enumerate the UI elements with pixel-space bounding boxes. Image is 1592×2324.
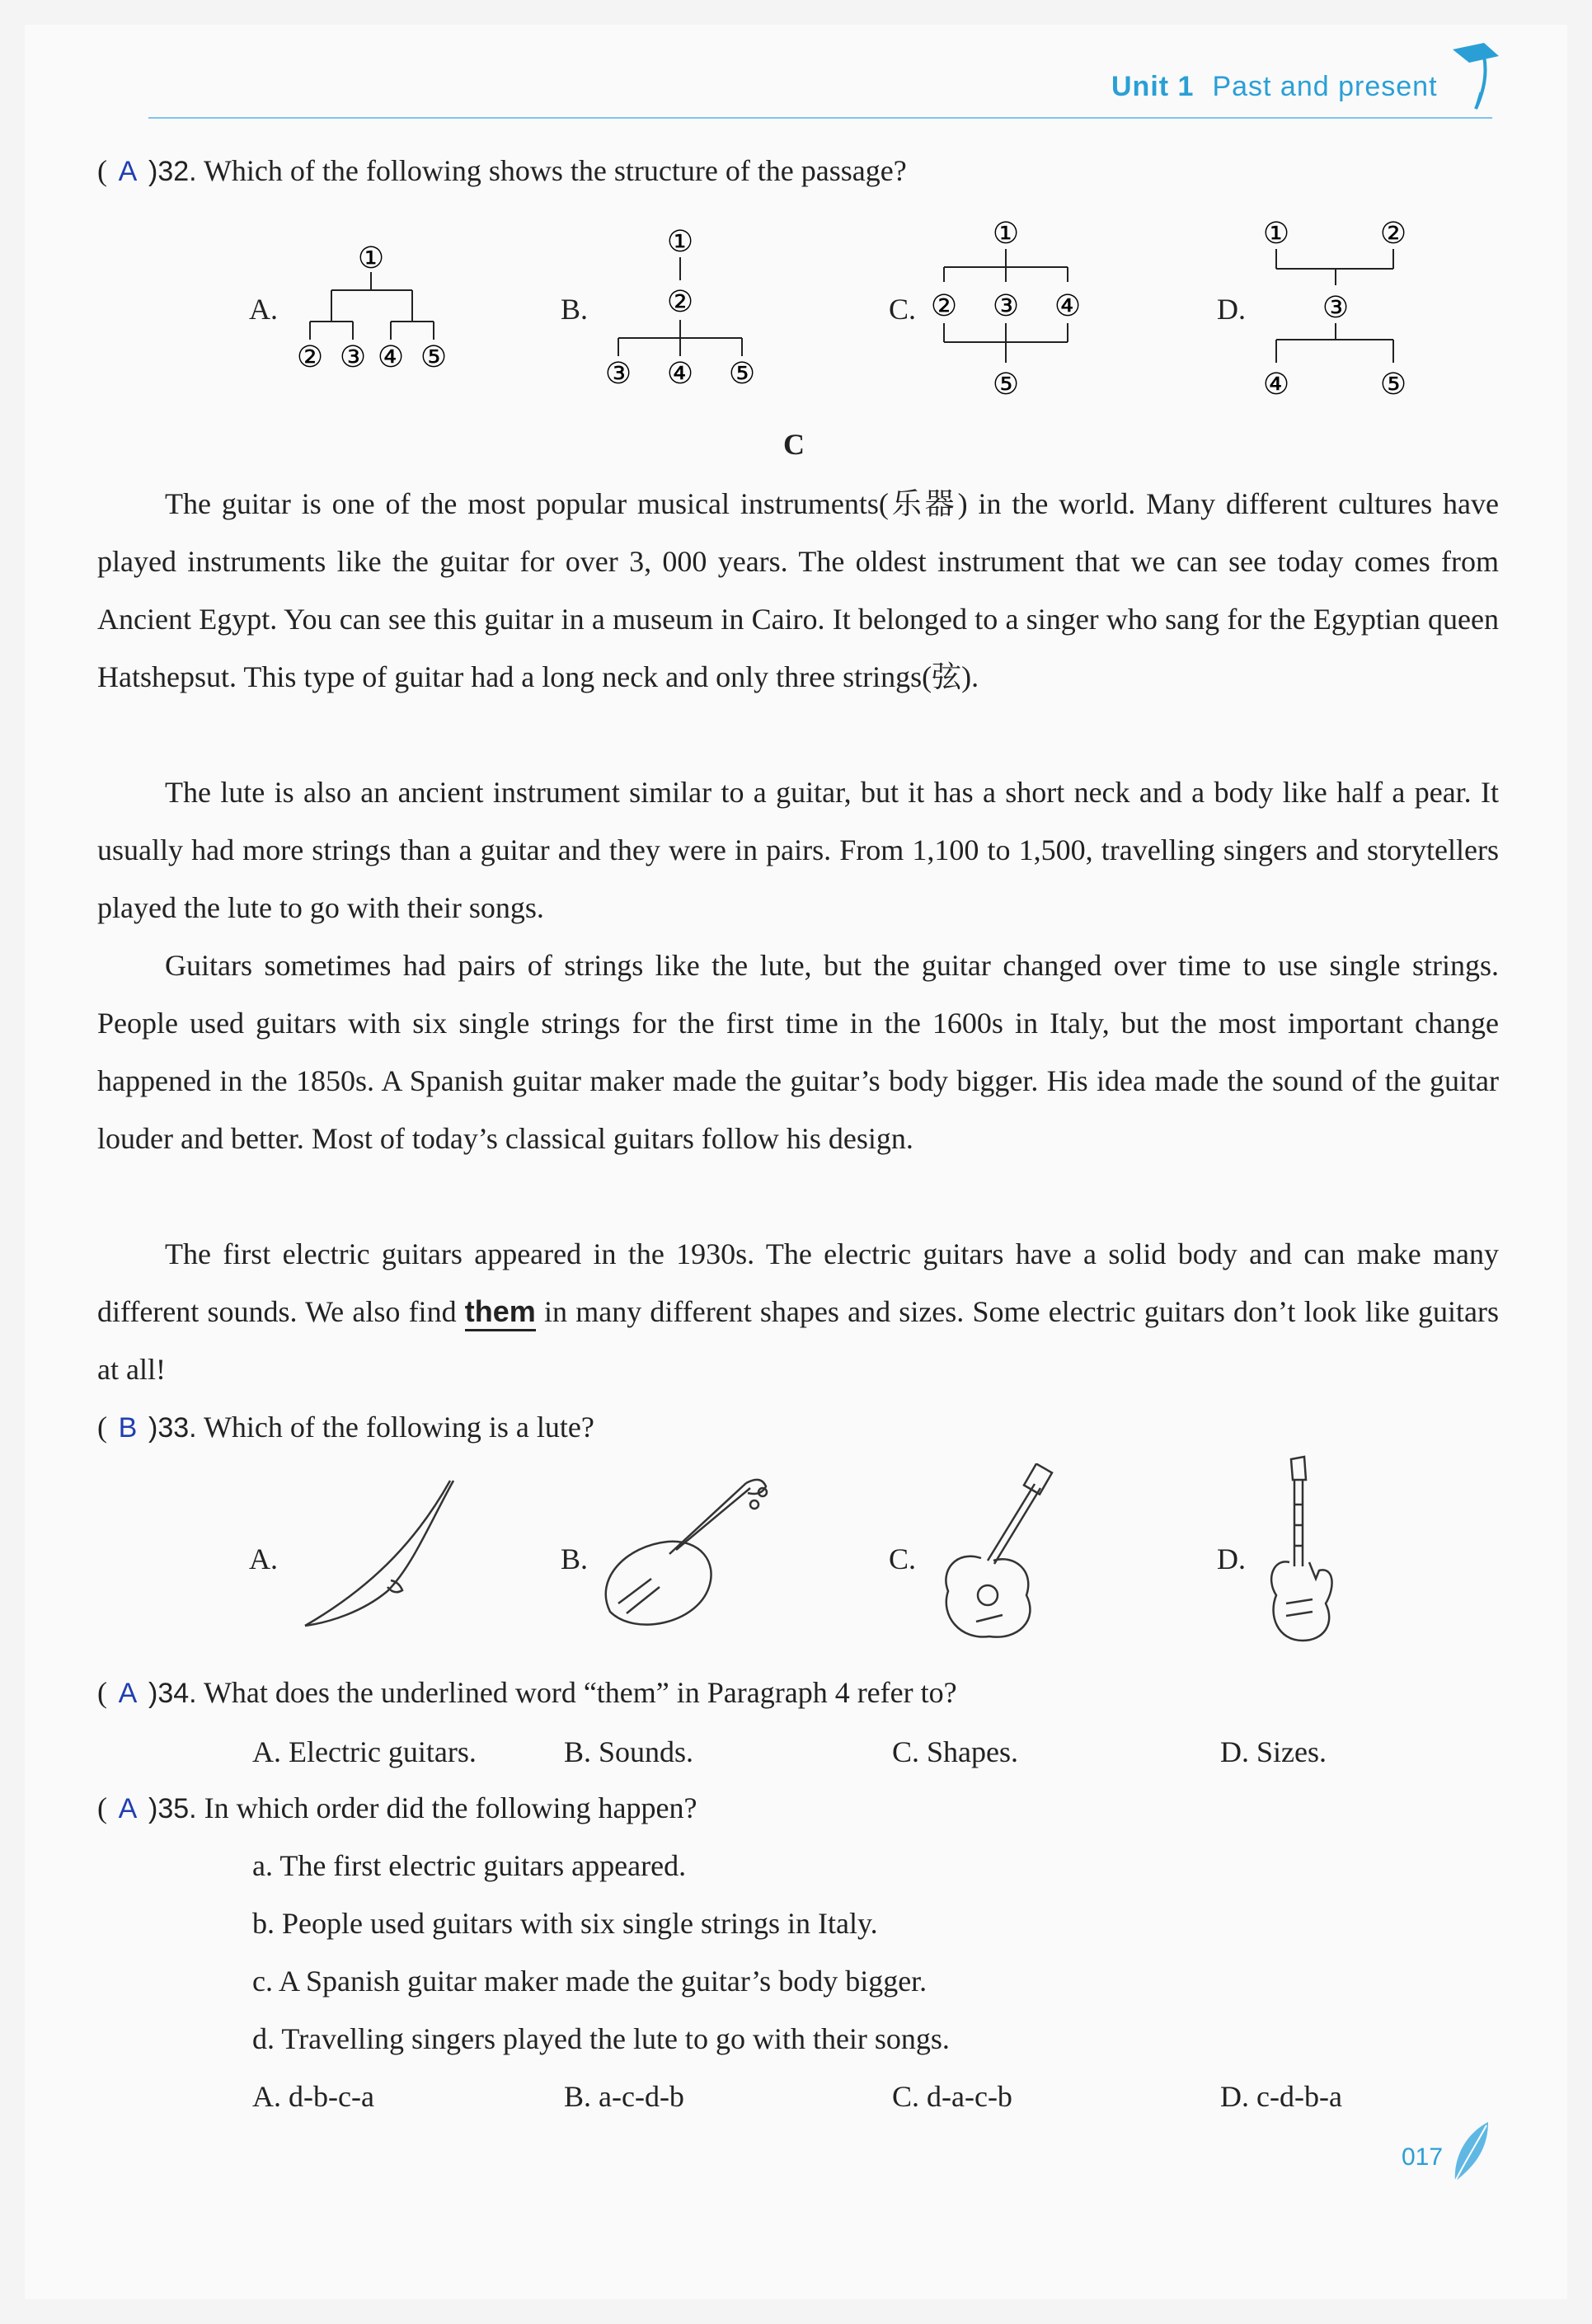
question-text-32: Which of the following shows the structure of the passage? <box>203 154 907 187</box>
question-35: ( A )35. In which order did the following happen? <box>97 1791 697 1824</box>
diagram-a-node-3: ③ <box>339 340 367 374</box>
diagram-a-node-4: ④ <box>377 340 405 374</box>
qnum-35: )35. <box>148 1793 197 1824</box>
page-header <box>1111 71 1438 103</box>
structure-diagram-a <box>289 231 462 396</box>
q35-option-d: D. c-d-b-a <box>1220 2080 1342 2113</box>
answer-32: A <box>118 156 138 187</box>
q35-option-c: C. d-a-c-b <box>892 2080 1012 2113</box>
q33-option-a-label: A. <box>249 1542 278 1575</box>
diagram-b-node-5: ⑤ <box>728 357 756 391</box>
graduation-cap-icon <box>1451 41 1500 115</box>
diagram-c-node-1: ① <box>992 217 1020 251</box>
q35-event-b: b. People used guitars with six single strings in Italy. <box>252 1907 878 1940</box>
diagram-b-node-2: ② <box>666 285 694 319</box>
diagram-b-node-3: ③ <box>604 357 632 391</box>
lute-instrument-picture <box>594 1472 775 1636</box>
q34-option-a: A. Electric guitars. <box>252 1735 477 1768</box>
underlined-word-them: them <box>465 1294 536 1331</box>
q32-option-b-label: B. <box>561 293 589 326</box>
structure-diagram-d <box>1253 206 1426 412</box>
passage-paragraph-1: The guitar is one of the most popular musical instruments(乐器) in the world. Many different cultures have played instruments like the guitar for over 3, 000 years. The oldest instrument that we can see today comes from Ancient Egypt. You can see this guitar in a museum in Cairo. It belonged to a singer who sang for the Egyptian queen Hatshepsut. This type of guitar had a long neck and only three strings(弦). <box>97 487 1499 693</box>
answer-35: A <box>118 1793 138 1824</box>
diagram-a-node-5: ⑤ <box>420 340 448 374</box>
diagram-c-node-2: ② <box>930 289 958 323</box>
answer-33: B <box>118 1412 138 1444</box>
q33-option-b-label: B. <box>561 1542 589 1575</box>
qnum-32: )32. <box>148 156 197 187</box>
question-text-34: What does the underlined word “them” in Paragraph 4 refer to? <box>203 1676 957 1709</box>
q34-option-d: D. Sizes. <box>1220 1735 1327 1768</box>
diagram-b-node-1: ① <box>666 225 694 259</box>
question-text-35: In which order did the following happen? <box>204 1791 697 1824</box>
header-divider <box>148 117 1492 119</box>
q35-option-b: B. a-c-d-b <box>564 2080 684 2113</box>
diagram-a-node-2: ② <box>296 340 324 374</box>
q34-option-b: B. Sounds. <box>564 1735 694 1768</box>
q32-option-c-label: C. <box>889 293 917 326</box>
q35-event-a: a. The first electric guitars appeared. <box>252 1849 687 1882</box>
diagram-d-node-2: ② <box>1379 217 1407 251</box>
electric-guitar-picture <box>1253 1455 1344 1653</box>
qnum-33: )33. <box>148 1412 197 1444</box>
q34-option-c: C. Shapes. <box>892 1735 1018 1768</box>
unit-title: Past and present <box>1212 71 1438 102</box>
diagram-c-node-3: ③ <box>992 289 1020 323</box>
diagram-b-node-4: ④ <box>666 357 694 391</box>
question-text-33: Which of the following is a lute? <box>203 1411 594 1444</box>
diagram-c-node-5: ⑤ <box>992 368 1020 401</box>
q33-option-c-label: C. <box>889 1542 917 1575</box>
classical-guitar-picture <box>923 1463 1055 1649</box>
bow-instrument-picture <box>297 1476 462 1632</box>
question-34: ( A )34. What does the underlined word “them” in Paragraph 4 refer to? <box>97 1676 957 1709</box>
diagram-d-node-1: ① <box>1262 217 1290 251</box>
diagram-c-node-4: ④ <box>1054 289 1082 323</box>
page-number: 017 <box>1402 2143 1444 2171</box>
q33-option-d-label: D. <box>1217 1542 1246 1575</box>
q32-option-a-label: A. <box>249 293 278 326</box>
diagram-d-node-4: ④ <box>1262 368 1290 401</box>
passage-paragraph-4: The first electric guitars appeared in the 1930s. The electric guitars have a solid body and can make many different sounds. We also find them in many different shapes and sizes. Some electric guitars don’t look like guitars at all! <box>97 1237 1499 1386</box>
passage-paragraph-3: Guitars sometimes had pairs of strings like the lute, but the guitar changed over time to use single strings. People used guitars with six single strings for the first time in the 1600s in Italy, but the most important change happened in the 1850s. A Spanish guitar maker made the guitar’s body bigger. His idea made the sound of the guitar louder and better. Most of today’s classical guitars follow his design. <box>97 949 1499 1155</box>
structure-diagram-c <box>923 206 1097 412</box>
question-33: ( B )33. Which of the following is a lute? <box>97 1411 594 1444</box>
diagram-d-node-5: ⑤ <box>1379 368 1407 401</box>
question-32: ( A )32. Which of the following shows the structure of the passage? <box>97 154 907 187</box>
structure-diagram-b <box>594 214 767 404</box>
q35-event-d: d. Travelling singers played the lute to go with their songs. <box>252 2022 950 2055</box>
unit-label: Unit 1 <box>1111 71 1195 102</box>
diagram-d-node-3: ③ <box>1322 291 1350 325</box>
feather-icon <box>1447 2119 1496 2185</box>
q32-option-d-label: D. <box>1217 293 1246 326</box>
passage-paragraph-2: The lute is also an ancient instrument similar to a guitar, but it has a short neck and a body like half a pear. It usually had more strings than a guitar and they were in pairs. From 1,100 to 1,500, travelling singers and storytellers played the lute to go with their songs. <box>97 776 1499 924</box>
q35-option-a: A. d-b-c-a <box>252 2080 374 2113</box>
qnum-34: )34. <box>148 1678 197 1709</box>
answer-34: A <box>118 1678 138 1709</box>
section-heading: C <box>783 428 805 461</box>
diagram-a-node-1: ① <box>357 242 385 275</box>
q35-event-c: c. A Spanish guitar maker made the guitar’s body bigger. <box>252 1965 927 1998</box>
